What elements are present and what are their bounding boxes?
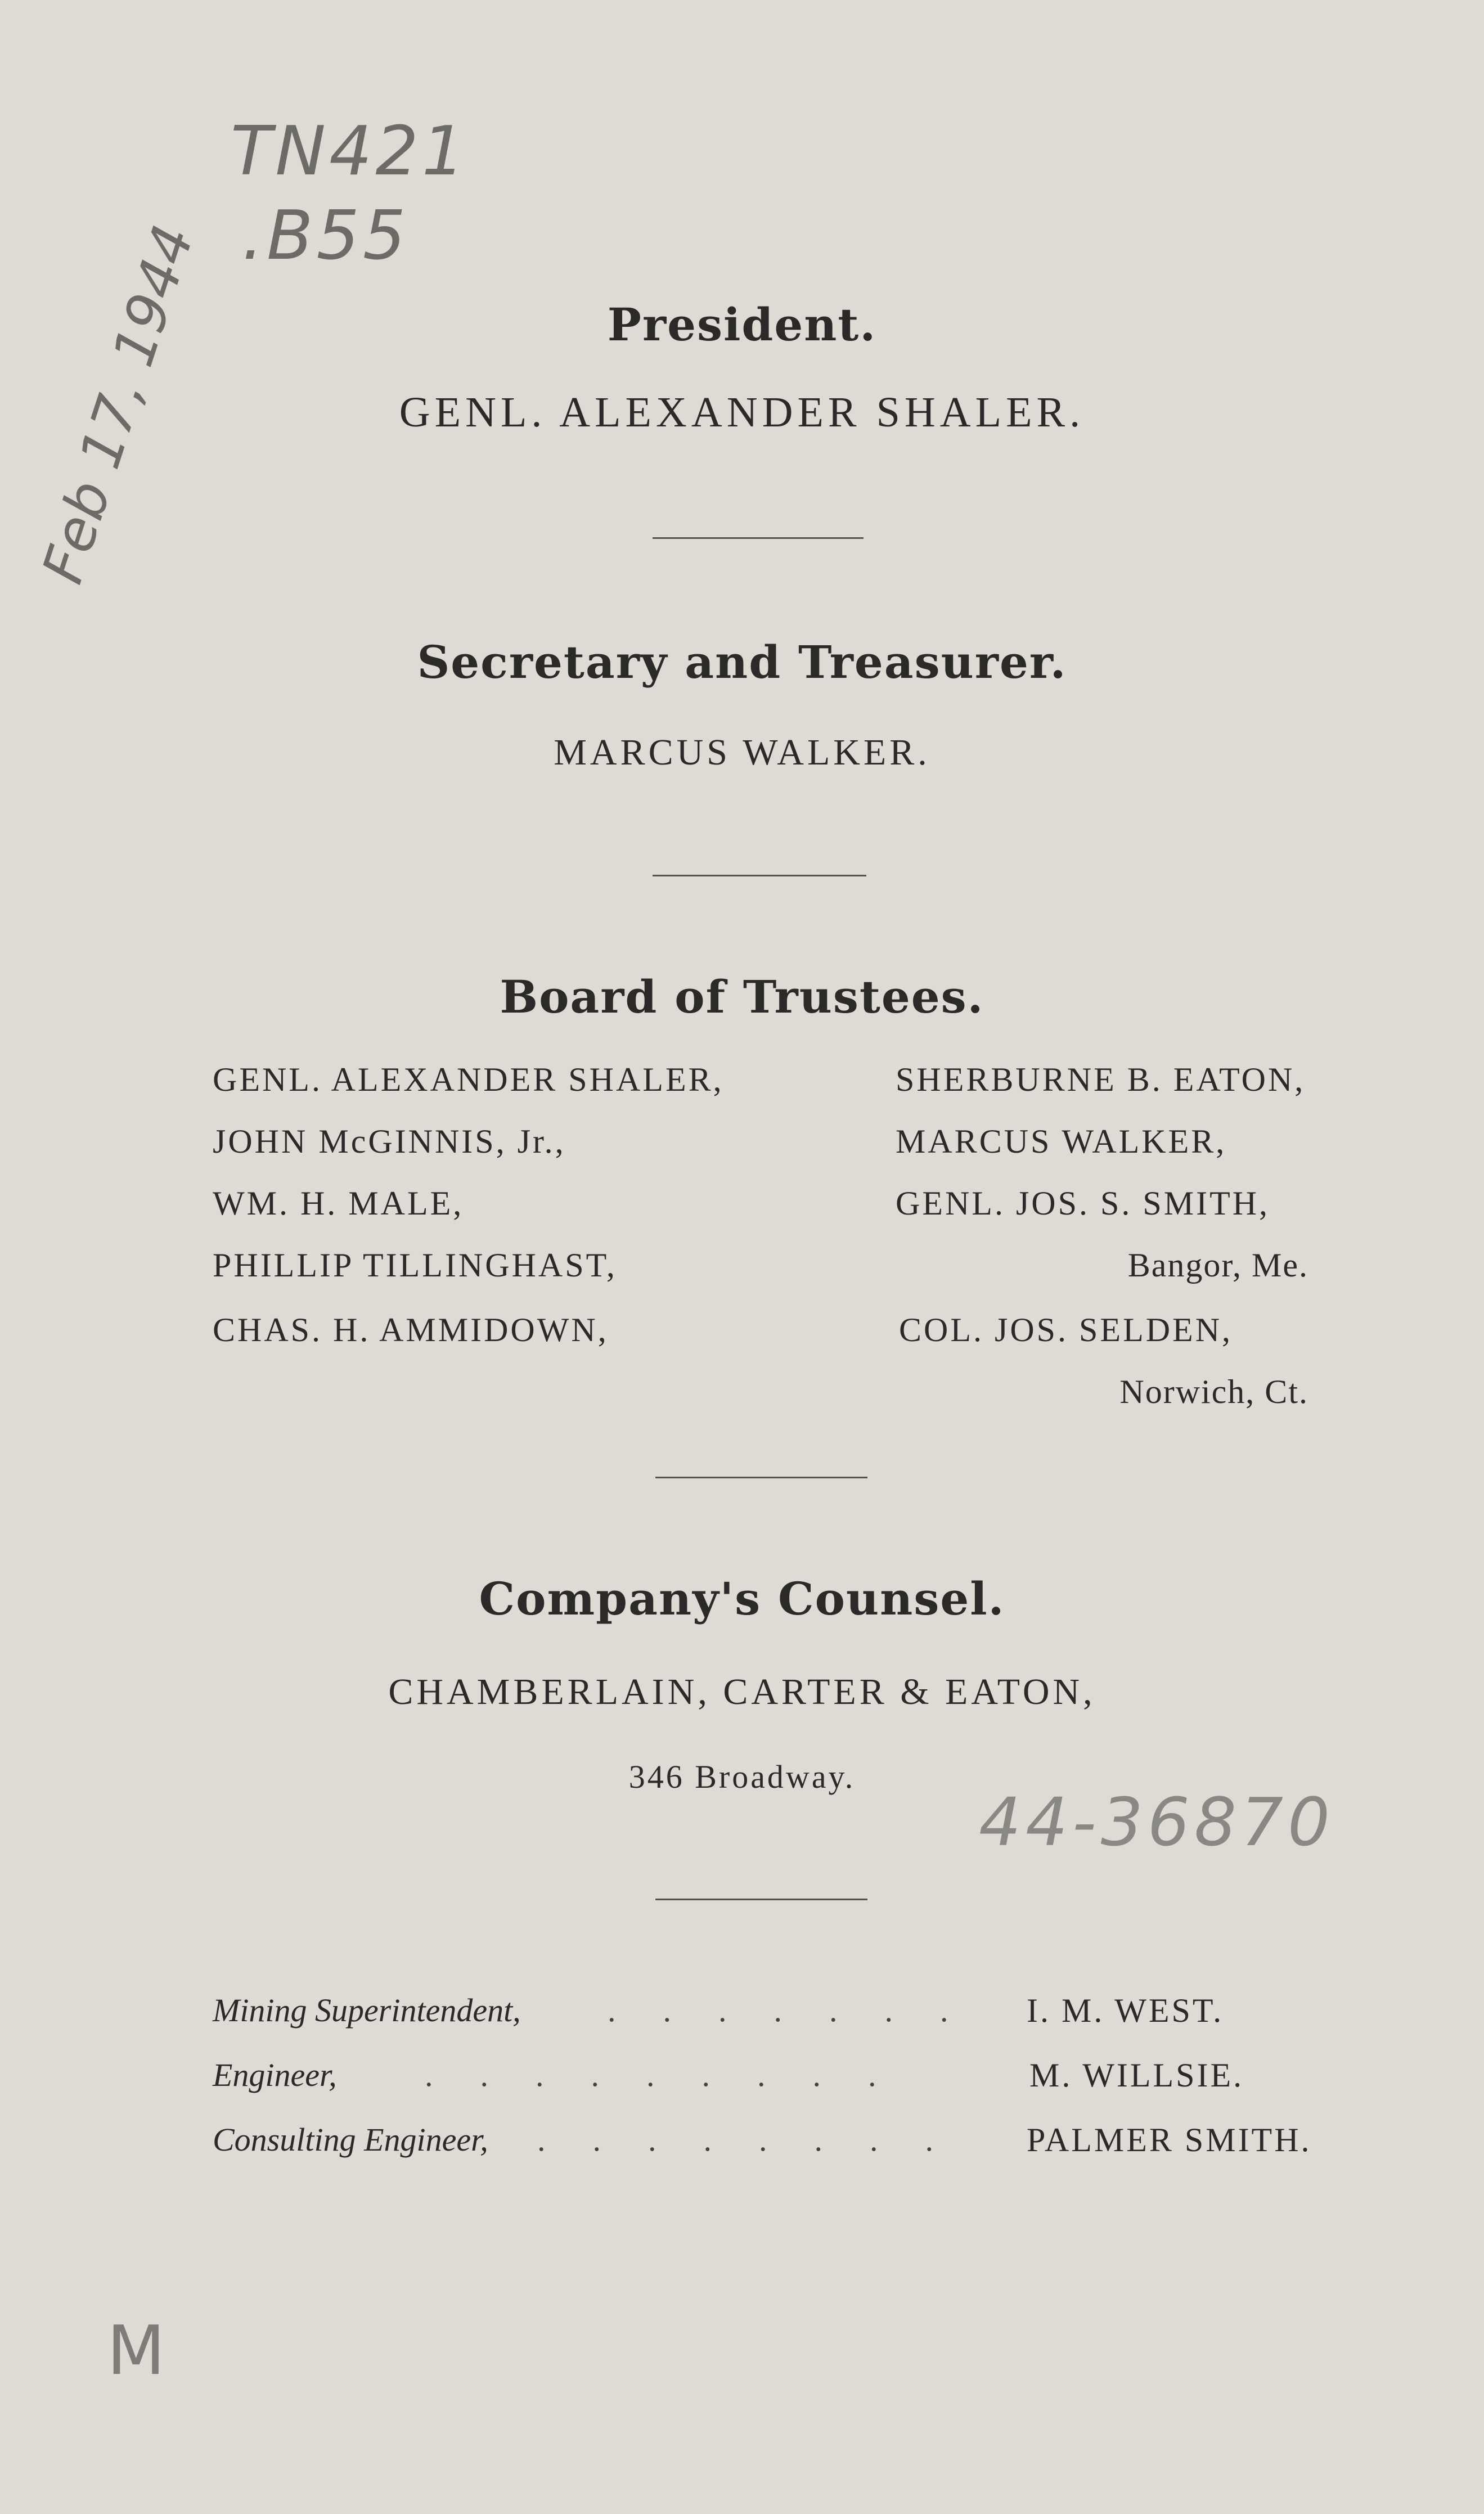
president-name: GENL. ALEXANDER SHALER. [399,389,1085,436]
trustee-right-1: SHERBURNE B. EATON, [896,1061,1306,1098]
divider [653,875,866,876]
divider [655,1477,867,1478]
trustee-right-3: GENL. JOS. S. SMITH, [896,1185,1270,1222]
officer-name-3: PALMER SMITH. [1027,2121,1312,2158]
officer-role-3: Consulting Engineer, [213,2121,488,2158]
trustee-right-2: MARCUS WALKER, [896,1123,1227,1160]
call-number-line2: .B55 [242,197,410,275]
leader-dots: ........ [537,2121,981,2158]
trustee-right-6: Norwich, Ct. [1119,1373,1308,1410]
trustee-right-5: COL. JOS. SELDEN, [899,1311,1233,1348]
officer-name-1: I. M. WEST. [1027,1992,1224,2029]
counsel-heading: Company's Counsel. [479,1572,1005,1625]
call-number-line1: TN421 [231,113,469,191]
officer-role-1: Mining Superintendent, [213,1992,521,2029]
leader-dots: ....... [608,1992,996,2029]
trustee-left-2: JOHN McGINNIS, Jr., [213,1123,566,1160]
trustee-left-1: GENL. ALEXANDER SHALER, [213,1061,724,1098]
secretary-name: MARCUS WALKER. [554,732,930,773]
accession-number: 44-36870 [979,1783,1335,1861]
divider [655,1899,867,1900]
trustee-right-4: Bangor, Me. [1127,1247,1308,1284]
president-heading: President. [607,298,877,351]
corner-mark: M [107,2312,165,2390]
margin-note: Feb 17, 1944 [29,217,207,591]
divider [653,537,864,539]
leader-dots: ......... [425,2057,924,2093]
officer-role-2: Engineer, [213,2057,337,2093]
counsel-name: CHAMBERLAIN, CARTER & EATON, [388,1671,1096,1712]
trustee-left-4: PHILLIP TILLINGHAST, [213,1247,617,1284]
secretary-heading: Secretary and Treasurer. [417,636,1067,689]
counsel-address: 346 Broadway. [628,1759,856,1795]
trustee-left-3: WM. H. MALE, [213,1185,464,1222]
trustees-heading: Board of Trustees. [500,970,984,1023]
trustee-left-5: CHAS. H. AMMIDOWN, [213,1311,609,1348]
officer-name-2: M. WILLSIE. [1029,2057,1244,2094]
